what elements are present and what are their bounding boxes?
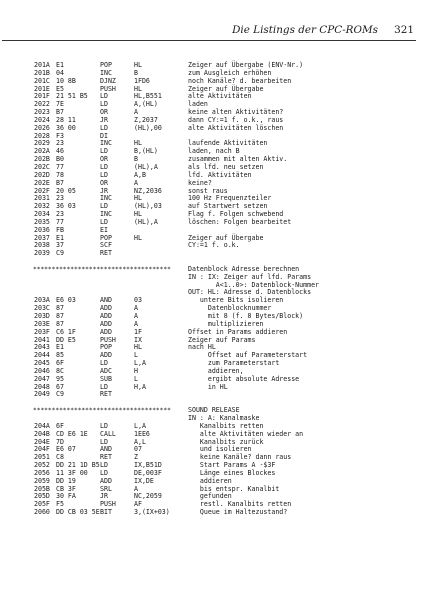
line-comment: in HL [188, 382, 228, 391]
line-hex-bytes: 23 [56, 194, 64, 203]
line-hex-bytes: E6 07 [56, 445, 76, 454]
line-operand: B [134, 68, 138, 77]
line-comment: Länge eines Blockes [188, 468, 276, 477]
line-operand: HL [134, 139, 142, 148]
line-comment: restl. Kanalbits retten [188, 500, 292, 509]
line-mnemonic: INC [100, 194, 112, 203]
line-operand: HL [134, 343, 142, 352]
line-comment: laden [188, 100, 208, 109]
line-comment: noch Kanäle? d. bearbeiten [188, 76, 292, 85]
line-operand: (HL),03 [134, 202, 162, 211]
line-mnemonic: ADD [100, 327, 112, 336]
line-comment: keine alten Aktivitäten? [188, 108, 284, 117]
line-comment: sonst raus [188, 186, 228, 195]
line-mnemonic: AND [100, 445, 112, 454]
line-mnemonic: OR [100, 155, 108, 164]
line-mnemonic: INC [100, 210, 112, 219]
line-mnemonic: LD [100, 468, 108, 477]
line-mnemonic: ADC [100, 366, 112, 375]
line-comment: mit 8 (f. 8 Bytes/Block) [188, 312, 304, 320]
line-address: 202C [34, 162, 50, 171]
line-mnemonic: ADD [100, 312, 112, 320]
line-operand: 1EE6 [134, 429, 150, 438]
line-address: 202B [34, 155, 50, 164]
line-comment: ergibt absolute Adresse [188, 374, 300, 383]
line-address: 201F [34, 92, 50, 101]
line-comment: laden, nach B [188, 147, 240, 156]
line-hex-bytes: 6F [56, 421, 64, 430]
line-comment: OUT: HL: Adresse d. Datenblocks [188, 288, 312, 297]
line-operand: 1FD6 [134, 76, 150, 85]
line-address: 204F [34, 445, 50, 454]
line-comment: löschen: Folgen bearbeitet [188, 217, 292, 226]
line-comment: Datenblock Adresse berechnen [188, 264, 300, 273]
line-mnemonic: ADD [100, 304, 112, 313]
line-operand: (HL),A [134, 217, 158, 226]
line-hex-bytes: 36 00 [56, 123, 76, 132]
line-operand: 07 [134, 445, 142, 454]
line-operand: Z,2037 [134, 115, 158, 124]
line-comment: zusammen mit alten Aktiv. [188, 155, 288, 164]
line-mnemonic: INC [100, 139, 112, 148]
line-address: 202A [34, 147, 50, 156]
line-hex-bytes: 30 FA [56, 492, 76, 501]
line-operand: 1F [134, 327, 142, 336]
line-comment: gefunden [188, 492, 232, 501]
line-operand: H [134, 366, 138, 375]
line-mnemonic: SCF [100, 241, 112, 250]
line-hex-bytes: 46 [56, 147, 64, 156]
line-operand: 3,(IX+03) [134, 508, 170, 517]
header-rule [2, 40, 416, 41]
line-mnemonic: LD [100, 147, 108, 156]
line-comment: nach HL [188, 343, 216, 352]
line-address: 2026 [34, 123, 50, 132]
line-address: 2047 [34, 374, 50, 383]
line-mnemonic: JR [100, 115, 108, 124]
line-hex-bytes: E6 03 [56, 296, 76, 305]
line-operand: H,A [134, 382, 146, 391]
line-operand: IX,DE [134, 476, 154, 485]
line-hex-bytes: 21 51 B5 [56, 92, 88, 101]
line-mnemonic: LD [100, 421, 108, 430]
line-address: 201B [34, 68, 50, 77]
line-operand: A,B [134, 170, 146, 179]
line-comment: Datenblocknummer [188, 304, 272, 313]
line-comment: Flag f. Folgen schwebend [188, 210, 284, 219]
page-header [0, 0, 422, 40]
line-address: 2051 [34, 453, 50, 462]
line-operand: IX [134, 335, 142, 344]
line-hex-bytes: DD 21 1D B5 [56, 461, 100, 470]
line-address: 2046 [34, 366, 50, 375]
line-address: 2023 [34, 108, 50, 117]
line-address: 201E [34, 84, 50, 93]
line-mnemonic: LD [100, 461, 108, 470]
line-address: 2056 [34, 468, 50, 477]
line-mnemonic: LD [100, 100, 108, 109]
line-hex-bytes: 37 [56, 241, 64, 250]
assembly-listing [0, 62, 422, 517]
line-address: 203D [34, 312, 50, 320]
line-mnemonic: OR [100, 108, 108, 117]
line-hex-bytes: B7 [56, 108, 64, 117]
line-comment: als lfd. neu setzen [188, 162, 264, 171]
line-comment: Zeiger auf Params [188, 335, 256, 344]
line-address: 2060 [34, 508, 50, 517]
line-operand: NC,2059 [134, 492, 162, 501]
line-hex-bytes: 95 [56, 374, 64, 383]
line-hex-bytes: 7D [56, 437, 64, 446]
line-comment: SOUND RELEASE [188, 406, 240, 415]
line-address: 201C [34, 76, 50, 85]
line-mnemonic: LD [100, 382, 108, 391]
line-operand: Z [134, 453, 138, 462]
line-address: 205F [34, 500, 50, 509]
line-address: 203C [34, 304, 50, 313]
line-operand: A [134, 484, 138, 493]
line-hex-bytes: 87 [56, 319, 64, 328]
line-hex-bytes: 87 [56, 312, 64, 320]
line-operand: IX,B51D [134, 461, 162, 470]
line-operand: (HL),00 [134, 123, 162, 132]
section-separator: ************************************* [33, 407, 171, 415]
line-hex-bytes: B7 [56, 178, 64, 187]
line-operand: A,(HL) [134, 100, 158, 109]
line-mnemonic: ADD [100, 351, 112, 360]
line-mnemonic: LD [100, 123, 108, 132]
line-hex-bytes: CD E6 1E [56, 429, 88, 438]
line-mnemonic: LD [100, 437, 108, 446]
line-mnemonic: LD [100, 217, 108, 226]
line-operand: (HL),A [134, 162, 158, 171]
line-hex-bytes: 23 [56, 139, 64, 148]
line-address: 2031 [34, 194, 50, 203]
line-hex-bytes: FB [56, 225, 64, 234]
line-comment: keine? [188, 178, 212, 187]
section-separator: ************************************* [33, 265, 171, 273]
line-address: 2036 [34, 225, 50, 234]
line-address: 205B [34, 484, 50, 493]
line-comment: alte Aktivitäten löschen [188, 123, 284, 132]
line-operand: L,A [134, 421, 146, 430]
line-address: 2028 [34, 131, 50, 140]
line-operand: L [134, 351, 138, 360]
line-comment: IN : IX: Zeiger auf lfd. Params [188, 272, 312, 281]
listing-line [0, 509, 422, 517]
line-hex-bytes: 11 3F 00 [56, 468, 88, 477]
line-hex-bytes: 23 [56, 210, 64, 219]
line-operand: B,(HL) [134, 147, 158, 156]
line-comment: Offset in Params addieren [188, 327, 288, 336]
line-mnemonic: LD [100, 162, 108, 171]
line-operand: HL [134, 210, 142, 219]
line-operand: L [134, 374, 138, 383]
line-hex-bytes: 78 [56, 170, 64, 179]
page-number: 321 [394, 24, 414, 36]
line-hex-bytes: DD E5 [56, 335, 76, 344]
line-comment: Zeiger auf Übergabe [188, 233, 264, 242]
line-hex-bytes: 77 [56, 162, 64, 171]
line-comment: Kanalbits zurück [188, 437, 264, 446]
line-address: 2024 [34, 115, 50, 124]
line-mnemonic: JR [100, 492, 108, 501]
line-mnemonic: JR [100, 186, 108, 195]
line-address: 2048 [34, 382, 50, 391]
line-hex-bytes: 8C [56, 366, 64, 375]
line-operand: A [134, 319, 138, 328]
line-comment: addieren [188, 476, 232, 485]
line-mnemonic: PUSH [100, 500, 116, 509]
line-hex-bytes: E1 [56, 61, 64, 69]
line-hex-bytes: 85 [56, 351, 64, 360]
line-address: 2043 [34, 343, 50, 352]
line-address: 204E [34, 437, 50, 446]
line-comment: CY:=1 f. o.k. [188, 241, 240, 250]
line-address: 2044 [34, 351, 50, 360]
line-hex-bytes: DD CB 03 5E [56, 508, 100, 517]
line-operand: HL [134, 233, 142, 242]
line-mnemonic: POP [100, 61, 112, 69]
line-comment: untere Bits isolieren [188, 296, 284, 305]
line-hex-bytes: E1 [56, 233, 64, 242]
line-address: 2041 [34, 335, 50, 344]
line-hex-bytes: 04 [56, 68, 64, 77]
line-address: 2037 [34, 233, 50, 242]
line-mnemonic: CALL [100, 429, 116, 438]
line-mnemonic: RET [100, 249, 112, 258]
line-hex-bytes: DD 19 [56, 476, 76, 485]
line-operand: HL [134, 84, 142, 93]
line-address: 205D [34, 492, 50, 501]
line-address: 2035 [34, 217, 50, 226]
line-hex-bytes: F5 [56, 500, 64, 509]
line-comment: Kanalbits retten [188, 421, 264, 430]
line-comment: Zeiger auf Übergabe (ENV-Nr.) [188, 61, 304, 69]
line-comment: zum Ausgleich erhöhen [188, 68, 272, 77]
line-hex-bytes: 87 [56, 304, 64, 313]
line-address: 202E [34, 178, 50, 187]
line-address: 2032 [34, 202, 50, 211]
line-address: 204B [34, 429, 50, 438]
line-comment: laufende Aktivitäten [188, 139, 268, 148]
line-mnemonic: SUB [100, 374, 112, 383]
line-mnemonic: INC [100, 68, 112, 77]
line-mnemonic: PUSH [100, 84, 116, 93]
line-address: 2029 [34, 139, 50, 148]
line-hex-bytes: C6 1F [56, 327, 76, 336]
line-mnemonic: PUSH [100, 335, 116, 344]
line-comment: bis entspr. Kanalbit [188, 484, 280, 493]
line-comment: und isolieren [188, 445, 252, 454]
line-address: 2039 [34, 249, 50, 258]
line-hex-bytes: 7E [56, 100, 64, 109]
line-operand: B [134, 155, 138, 164]
line-operand: HL [134, 61, 142, 69]
line-comment: lfd. Aktivitäten [188, 170, 252, 179]
line-comment: keine Kanäle? dann raus [188, 453, 292, 462]
line-comment: Start Params A -$3F [188, 461, 276, 470]
line-mnemonic: LD [100, 170, 108, 179]
line-hex-bytes: 67 [56, 382, 64, 391]
line-comment: dann CY:=1 f. o.k., raus [188, 115, 284, 124]
line-hex-bytes: 6F [56, 359, 64, 368]
line-hex-bytes: E1 [56, 343, 64, 352]
line-address: 203F [34, 327, 50, 336]
line-address: 2052 [34, 461, 50, 470]
line-address: 2034 [34, 210, 50, 219]
listing-line [0, 391, 422, 399]
line-operand: 03 [134, 296, 142, 305]
line-operand: AF [134, 500, 142, 509]
line-hex-bytes: 10 8B [56, 76, 76, 85]
line-comment: Zeiger auf Übergabe [188, 84, 264, 93]
line-address: 201A [34, 61, 50, 69]
line-address: 202F [34, 186, 50, 195]
line-hex-bytes: CB 3F [56, 484, 76, 493]
line-address: 203A [34, 296, 50, 305]
line-mnemonic: BIT [100, 508, 112, 517]
line-address: 203E [34, 319, 50, 328]
page-header-title: Die Listings der CPC-ROMs [232, 24, 378, 36]
line-hex-bytes: B0 [56, 155, 64, 164]
line-mnemonic: ADD [100, 319, 112, 328]
line-mnemonic: AND [100, 296, 112, 305]
line-mnemonic: DJNZ [100, 76, 116, 85]
line-address: 2045 [34, 359, 50, 368]
line-operand: NZ,2036 [134, 186, 162, 195]
line-mnemonic: ADD [100, 476, 112, 485]
line-mnemonic: RET [100, 390, 112, 399]
line-comment: 100 Hz Frequenzteiler [188, 194, 272, 203]
line-mnemonic: OR [100, 178, 108, 187]
line-operand: A [134, 108, 138, 117]
line-comment: Queue im Haltezustand? [188, 508, 288, 517]
line-comment: alte Aktivitäten [188, 92, 252, 101]
line-operand: A,L [134, 437, 146, 446]
line-mnemonic: RET [100, 453, 112, 462]
line-address: 2038 [34, 241, 50, 250]
line-operand: HL,B551 [134, 92, 162, 101]
line-comment: A<1..0>: Datenblock-Nummer [188, 280, 320, 289]
listing-line [0, 250, 422, 258]
line-comment: addieren, [188, 366, 244, 375]
line-mnemonic: LD [100, 359, 108, 368]
line-comment: zum Parameterstart [188, 359, 280, 368]
line-hex-bytes: C9 [56, 390, 64, 399]
line-mnemonic: DI [100, 131, 108, 140]
line-hex-bytes: E5 [56, 84, 64, 93]
line-comment: IN : A: Kanalmaske [188, 413, 260, 422]
line-mnemonic: POP [100, 233, 112, 242]
line-hex-bytes: C9 [56, 249, 64, 258]
line-address: 2049 [34, 390, 50, 399]
line-comment: auf Startwert setzen [188, 202, 268, 211]
line-hex-bytes: 20 05 [56, 186, 76, 195]
line-operand: HL [134, 194, 142, 203]
line-hex-bytes: F3 [56, 131, 64, 140]
line-operand: DE,003F [134, 468, 162, 477]
line-address: 202D [34, 170, 50, 179]
line-mnemonic: SRL [100, 484, 112, 493]
line-address: 2022 [34, 100, 50, 109]
line-operand: A [134, 178, 138, 187]
line-comment: Offset auf Parameterstart [188, 351, 308, 360]
line-hex-bytes: C8 [56, 453, 64, 462]
line-hex-bytes: 36 03 [56, 202, 76, 211]
line-comment: multiplizieren [188, 319, 264, 328]
line-comment: alte Aktivitäten wieder an [188, 429, 304, 438]
line-mnemonic: LD [100, 202, 108, 211]
line-operand: A [134, 312, 138, 320]
line-operand: L,A [134, 359, 146, 368]
line-mnemonic: EI [100, 225, 108, 234]
line-address: 204A [34, 421, 50, 430]
line-mnemonic: POP [100, 343, 112, 352]
line-hex-bytes: 77 [56, 217, 64, 226]
line-address: 2059 [34, 476, 50, 485]
line-operand: A [134, 304, 138, 313]
line-mnemonic: LD [100, 92, 108, 101]
line-hex-bytes: 28 11 [56, 115, 76, 124]
